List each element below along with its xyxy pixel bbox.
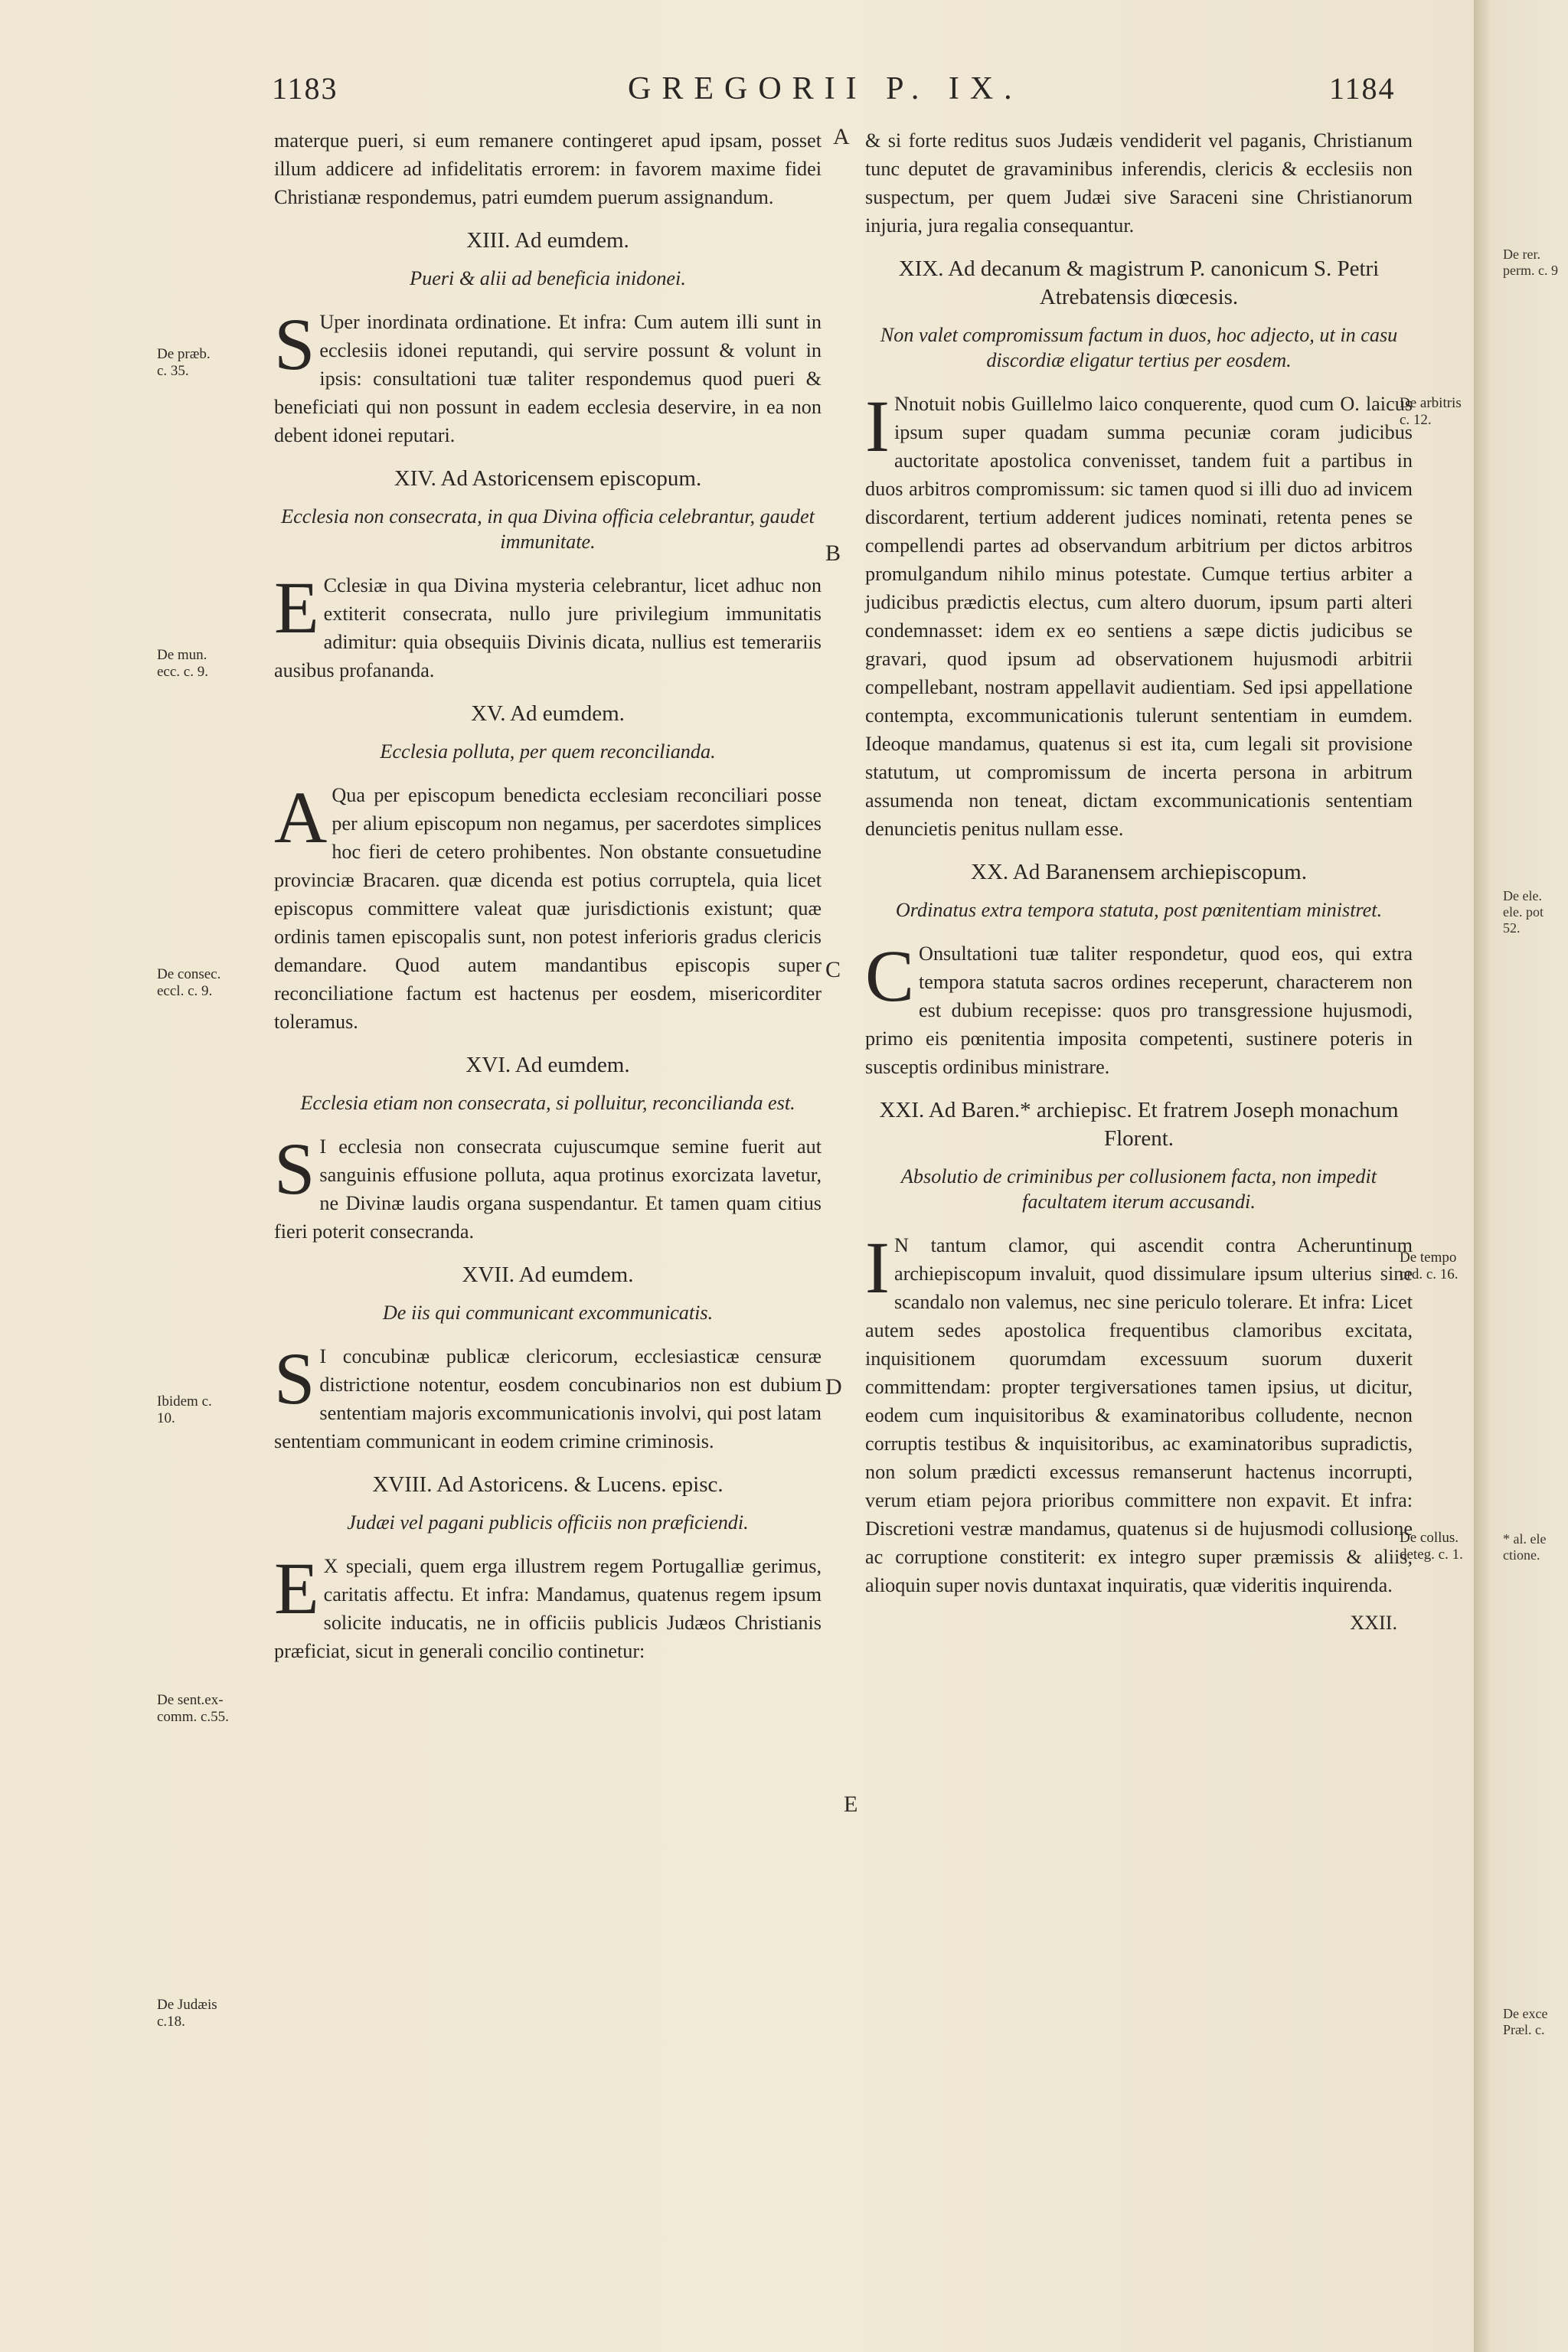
margin-note-right: De tempo ord. c. 16. bbox=[1400, 1250, 1459, 1282]
chapter-text: X speciali, quem erga illustrem regem Portugalliæ gerimus, caritatis affectu. Et infra: Mandamus, quatenus regem ipsum solicite inducatis, ne in officiis publicis Judæos Christianis præficiat, sicut in generali concilio continetur: bbox=[274, 1555, 822, 1662]
adjacent-page-edge bbox=[1474, 0, 1568, 2352]
chapter-text: Uper inordinata ordinatione. Et infra: Cum autem illi sunt in ecclesiis idonei reputandi, qui servire possunt & volunt in ipsis: consultationi tuæ taliter respondemus quod pueri & beneficiati qui non possunt in eadem ecclesia deservire, in ea non debent idonei reputari. bbox=[274, 311, 822, 446]
section-letter-d: D bbox=[825, 1374, 842, 1400]
margin-note-left: De Judæis c.18. bbox=[157, 1997, 217, 2030]
chapter-heading: XVI. Ad eumdem. bbox=[466, 1053, 630, 1077]
chapter-rubric: De iis qui communicant excommunicatis. bbox=[382, 1302, 714, 1324]
gutter-note: De ele. ele. pot 52. bbox=[1503, 888, 1544, 936]
chapter-xiii bbox=[274, 227, 822, 449]
margin-note-left: De mun. ecc. c. 9. bbox=[157, 647, 208, 680]
chapter-rubric: Absolutio de criminibus per collusionem facta, non impedit facultatem iterum accusandi. bbox=[900, 1165, 1377, 1213]
margin-note-left: De sent.ex- comm. c.55. bbox=[157, 1692, 229, 1725]
right-column bbox=[865, 126, 1413, 1637]
chapter-rubric: Ecclesia etiam non consecrata, si polluitur, reconcilianda est. bbox=[300, 1092, 795, 1114]
chapter-text: Nnotuit nobis Guillelmo laico conquerente, quod cum O. laicus ipsum super quadam summa pecuniæ coram judicibus auctoritate apostolica convenisset, tandem fuit a partibus in duos arbitros compromissum: sic tamen quod si illi duo ad invicem discordarent, tertium adderent judices nominati, retenta penes se compellendi partes ad observandum arbitrium per dictos arbitros promulgandum nihilo minus potestate. Cumque tertius arbiter a judicibus prædictis electus, cum altero duorum, ipsum parti alteri condemnasset: idem ex eo sentiens a sæpe dictis judicibus se gravari, quod ipsum ad observationem hujusmodi arbitrii compellebant, nostram appellavit audientiam. Sed ipsi appellatione contempta, excommunicationis tulerunt sententiam in eumdem. Ideoque mandamus, quatenus si est ita, cum legali sit provisione statutum, ut compromissum de incerta persona in arbitrum assumenda non teneat, dictam excommunicationis sententiam denuncietis penitus nullam esse. bbox=[865, 393, 1413, 840]
drop-cap: I bbox=[865, 1227, 890, 1308]
chapter-xx bbox=[865, 858, 1413, 1081]
chapter-rubric: Ordinatus extra tempora statuta, post pœnitentiam ministret. bbox=[895, 899, 1383, 921]
section-letter-a: A bbox=[833, 124, 850, 149]
chapter-xix bbox=[865, 255, 1413, 843]
margin-note-left: Ibidem c. 10. bbox=[157, 1393, 212, 1426]
margin-note-right: De collus. deteg. c. 1. bbox=[1400, 1530, 1463, 1563]
chapter-rubric: Ecclesia non consecrata, in qua Divina officia celebrantur, gaudet immunitate. bbox=[281, 505, 815, 553]
page-number-left: 1183 bbox=[272, 71, 338, 106]
catchword: XXII. bbox=[1350, 1612, 1397, 1634]
section-letter-b: B bbox=[825, 541, 841, 566]
chapter-text: N tantum clamor, qui ascendit contra Acheruntinum archiepiscopum invaluit, quod dissimulare ipsum ulterius sine scandalo non valemus, nec sine periculo tolerare. Et infra: Licet autem sedes apostolica frequentibus clamoribus excitata, inquisitionem quorumdam excessuum suorum duxerit committendam: propter tergiversationes tamen ipsius, ut dicitur, eodem cum inquisitoribus & examinatoribus colludente, necnon corruptis testibus & inquisitoribus, ac examinatoribus supradictis, non solum prædicti excessus remanserunt hactenus incorrupti, verum etiam pejora prioribus committere non expavit. Et infra: Discretioni vestræ mandamus, quatenus si de hujusmodi collusione ac corruptione constiterit: ex integro super præmissis & aliis, alioquin super novis duntaxat inquiratis, quæ videritis inquirenda. bbox=[865, 1234, 1413, 1596]
gutter-note: De exce Præl. c. bbox=[1503, 2006, 1548, 2037]
chapter-xxi bbox=[865, 1096, 1413, 1599]
chapter-text: I ecclesia non consecrata cujuscumque semine fuerit aut sanguinis effusione polluta, aqua protinus exorcizata lavetur, ne Divinæ laudis organa suspendantur. Et tamen quam citius fieri poterit consecranda. bbox=[274, 1135, 822, 1243]
drop-cap: S bbox=[274, 303, 315, 385]
chapter-heading: XV. Ad eumdem. bbox=[471, 701, 625, 726]
chapter-heading: XVII. Ad eumdem. bbox=[462, 1263, 634, 1287]
chapter-text: Onsultationi tuæ taliter respondetur, quod eos, qui extra tempora statuta sacros ordines receperunt, characterem non est dubium recepisse: quos pro transgressione hujusmodi, primo eis pœnitentia imposita competenti, sustinere poteris in susceptis ordinibus ministrare. bbox=[865, 942, 1413, 1078]
page-number-right: 1184 bbox=[1329, 71, 1396, 106]
chapter-heading: XVIII. Ad Astoricens. & Lucens. episc. bbox=[372, 1472, 724, 1497]
chapter-xvi bbox=[274, 1051, 822, 1246]
chapter-heading: XXI. Ad Baren.* archiepisc. Et fratrem Joseph monachum Florent. bbox=[879, 1098, 1399, 1151]
section-letter-e: E bbox=[844, 1792, 858, 1817]
chapter-xv bbox=[274, 700, 822, 1036]
drop-cap: E bbox=[274, 1547, 319, 1629]
running-title: GREGORII P. IX. bbox=[628, 71, 1023, 106]
drop-cap: S bbox=[274, 1338, 315, 1419]
chapter-rubric: Pueri & alii ad beneficia inidonei. bbox=[410, 267, 686, 289]
chapter-text: Cclesiæ in qua Divina mysteria celebrantur, licet adhuc non extiterit consecrata, nullo jure privilegium immunitatis adimitur: quia obsequiis Divinis dicata, nullius est temerariis ausibus profananda. bbox=[274, 574, 822, 681]
margin-note-right: De arbitris c. 12. bbox=[1400, 395, 1462, 428]
chapter-xiv bbox=[274, 465, 822, 684]
section-letter-c: C bbox=[825, 957, 841, 982]
drop-cap: C bbox=[865, 935, 915, 1017]
chapter-rubric: Non valet compromissum factum in duos, hoc adjecto, ut in casu discordiæ eligatur tertius per eosdem. bbox=[880, 324, 1398, 371]
chapter-heading: XIX. Ad decanum & magistrum P. canonicum S. Petri Atrebatensis diœcesis. bbox=[898, 256, 1380, 309]
gutter-note: De rer. perm. c. 9 bbox=[1503, 247, 1558, 278]
margin-note-left: De præb. c. 35. bbox=[157, 346, 211, 379]
left-column bbox=[274, 126, 822, 1674]
chapter-heading: XIII. Ad eumdem. bbox=[466, 228, 629, 253]
chapter-text: I concubinæ publicæ clericorum, ecclesiasticæ censuræ districtione notentur, eosdem concubinarios non est dubium sententiam majoris excommunicationis involvi, qui post latam sententiam communicant in eodem crimine criminosis. bbox=[274, 1345, 822, 1452]
chapter-heading: XIV. Ad Astoricensem episcopum. bbox=[394, 466, 702, 491]
chapter-text: Qua per episcopum benedicta ecclesiam reconciliari posse per alium episcopum non negamus, per sacerdotes simplices hoc fieri de cetero prohibentes. Non obstante consuetudine provinciæ Bracaren. quæ dicenda est potius corruptela, quia licet episcopus committere valeat quæ jurisdictionis existunt; quæ ordinis tamen episcopalis sunt, non potest inferioris gradus clericis demandare. Quod autem mandantibus episcopis super reconciliatione factum est hactenus per eosdem, misericorditer toleramus. bbox=[274, 784, 822, 1033]
continued-paragraph: materque pueri, si eum remanere contingeret apud ipsam, posset illum addicere ad infidelitatis errorem: in favorem maxime fidei Christianæ respondemus, patri eumdem puerum assignandum. bbox=[274, 129, 822, 208]
continued-paragraph: & si forte reditus suos Judæis vendiderit vel paganis, Christianum tunc deputet de gravaminibus inferendis, clericis & ecclesiis non suspectum, per quem Judæi sive Saraceni sine Christianorum injuria, jura regalia consequantur. bbox=[865, 129, 1413, 237]
chapter-rubric: Ecclesia polluta, per quem reconcilianda. bbox=[380, 740, 716, 763]
gutter-note: * al. ele ctione. bbox=[1503, 1531, 1547, 1563]
margin-note-left: De consec. eccl. c. 9. bbox=[157, 966, 221, 999]
chapter-xvii bbox=[274, 1261, 822, 1455]
chapter-heading: XX. Ad Baranensem archiepiscopum. bbox=[971, 860, 1307, 884]
drop-cap: S bbox=[274, 1128, 315, 1210]
drop-cap: A bbox=[274, 776, 328, 858]
drop-cap: I bbox=[865, 385, 890, 467]
chapter-rubric: Judæi vel pagani publicis officiis non præficiendi. bbox=[347, 1511, 749, 1534]
drop-cap: E bbox=[274, 567, 319, 648]
chapter-xviii bbox=[274, 1471, 822, 1665]
